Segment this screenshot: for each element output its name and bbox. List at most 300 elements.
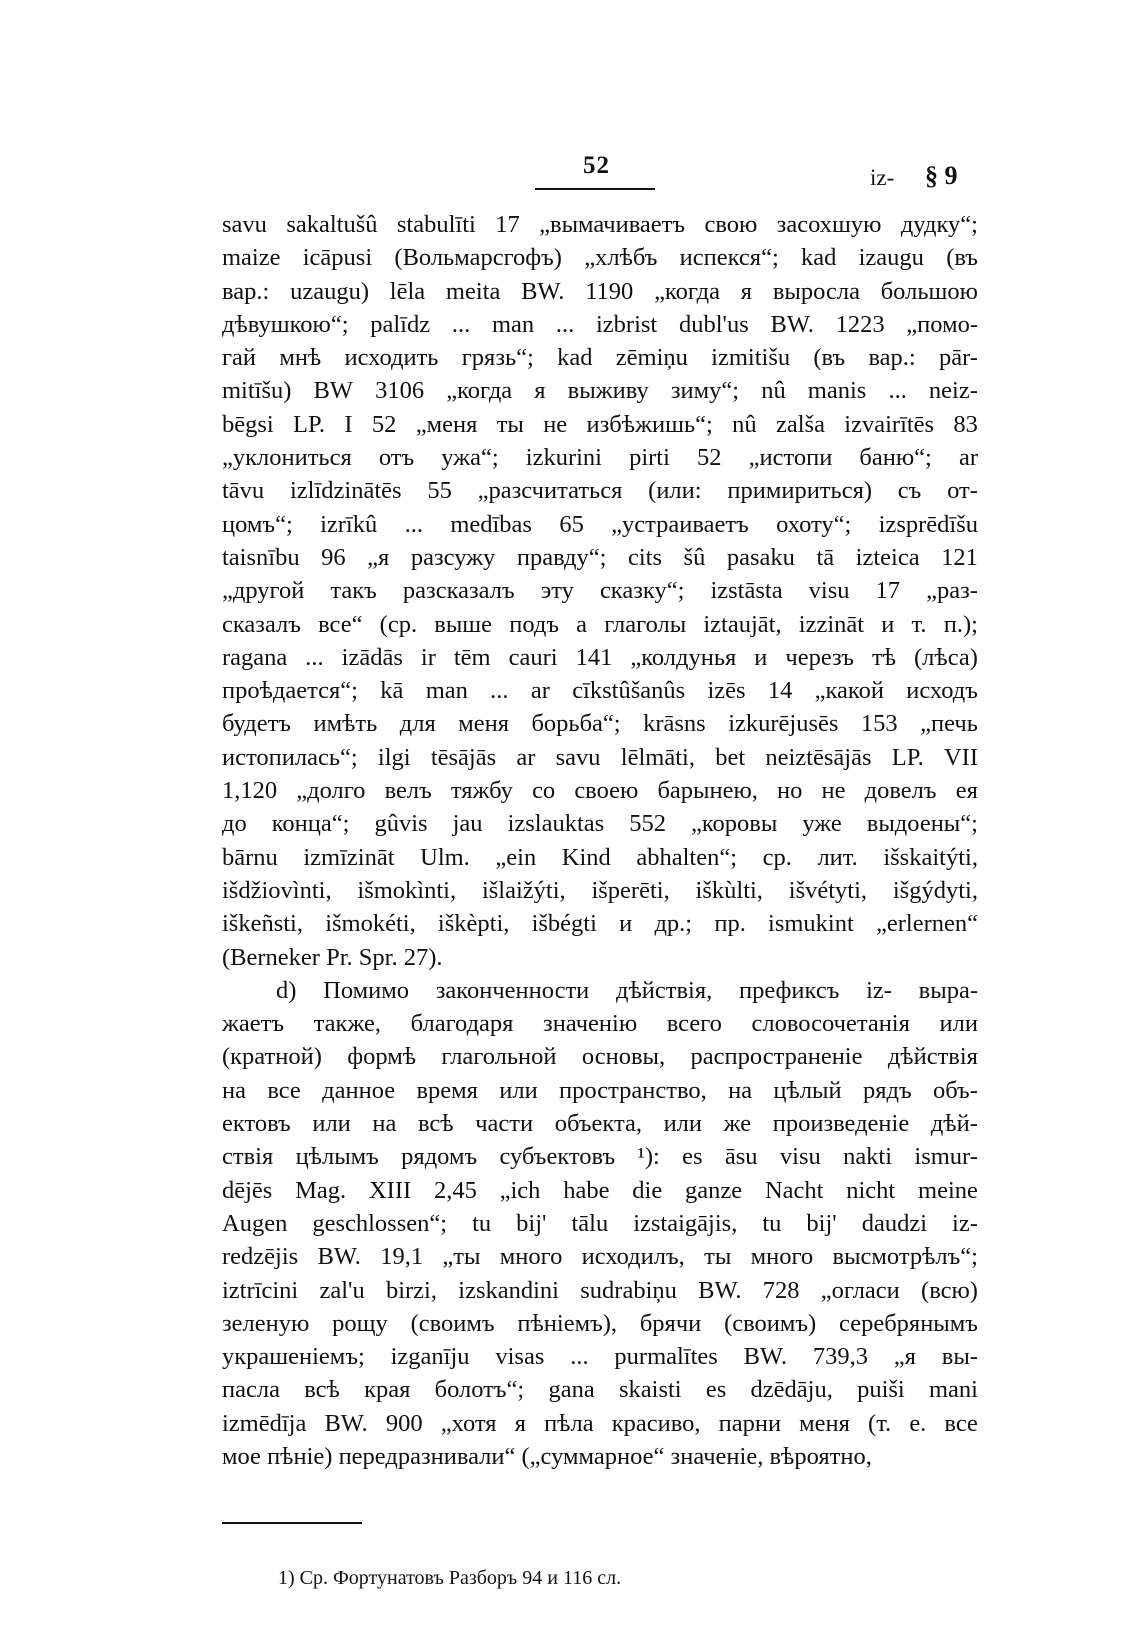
word: Mag. xyxy=(295,1176,347,1204)
word: др.; xyxy=(654,910,693,938)
word: LP. xyxy=(293,410,326,438)
word: е. xyxy=(909,1409,927,1437)
word: конца“; xyxy=(271,810,350,838)
word: nakti xyxy=(843,1143,893,1171)
word: XIII xyxy=(368,1176,412,1204)
word: ты xyxy=(704,1243,732,1271)
text-line xyxy=(222,208,978,241)
word: 17 xyxy=(875,577,901,605)
word: вар.: xyxy=(868,344,916,372)
section-mark: § 9 xyxy=(925,161,958,190)
word: savu xyxy=(222,211,267,238)
word: т. xyxy=(911,610,927,638)
word: izādās xyxy=(341,643,403,671)
text-line xyxy=(222,841,978,874)
word: izstāsta xyxy=(710,577,783,605)
word: передразнивали“ xyxy=(338,1442,522,1470)
text-line xyxy=(222,741,978,774)
word: lēla xyxy=(389,277,426,305)
text-line xyxy=(222,1174,978,1207)
word: (Berneker xyxy=(222,943,327,971)
word: большою xyxy=(880,277,978,305)
word: izmēdīja xyxy=(222,1409,307,1437)
word: (т. xyxy=(868,1409,892,1437)
text-line xyxy=(222,408,978,441)
word: 83 xyxy=(953,410,978,438)
word: 65 xyxy=(559,510,584,538)
word: sakaltušû xyxy=(286,211,378,238)
word: birzi, xyxy=(385,1276,437,1304)
word: tu xyxy=(472,1209,492,1237)
word: „я xyxy=(367,543,390,571)
word: „помо- xyxy=(906,310,978,338)
word: всѣ xyxy=(418,1110,454,1138)
word: основы, xyxy=(581,1043,666,1071)
word: цѣлымъ xyxy=(295,1143,379,1171)
word: stabulīti xyxy=(396,211,476,238)
word: izslauktas xyxy=(507,810,605,838)
word: dzēdāju, xyxy=(750,1376,833,1404)
word: подъ xyxy=(509,610,559,638)
word: izmitišu xyxy=(711,344,791,372)
text-line xyxy=(222,1107,978,1140)
word: значенію xyxy=(543,1010,638,1038)
word: cīkstûšanûs xyxy=(572,677,686,705)
word: края xyxy=(364,1376,411,1404)
text-line xyxy=(222,1140,978,1173)
word: баню“; xyxy=(859,444,932,472)
word: „хлѣбъ xyxy=(584,244,658,272)
word: выше xyxy=(434,610,493,638)
word: пѣніемъ), xyxy=(517,1309,618,1337)
word: 2,45 xyxy=(433,1176,477,1204)
word: пр. xyxy=(714,910,746,938)
word: дѣвушкою“; xyxy=(222,310,349,338)
word: примириться) xyxy=(727,477,872,505)
word: меня xyxy=(799,1409,850,1437)
word: от- xyxy=(947,477,978,505)
word: ilgi xyxy=(377,743,411,771)
word: neiz- xyxy=(928,377,978,405)
word: мое xyxy=(222,1442,268,1470)
word: „когда xyxy=(446,377,513,405)
running-head: iz- xyxy=(870,165,895,190)
word: izkurējusēs xyxy=(728,710,839,738)
word: сказалъ xyxy=(222,610,301,638)
text-line xyxy=(222,441,978,474)
text-line xyxy=(222,707,978,740)
word: visu xyxy=(779,1143,821,1171)
word: 552 xyxy=(629,810,666,838)
word: izvairītēs xyxy=(844,410,935,438)
word: избѣжишь“; xyxy=(586,410,713,438)
word: ср. xyxy=(762,843,792,871)
word: распространеніе xyxy=(690,1043,863,1071)
word: отъ xyxy=(378,444,415,472)
word: дудку“; xyxy=(900,211,978,238)
word: много xyxy=(499,1243,563,1271)
page-number-rule xyxy=(535,188,655,190)
word: 1,120 xyxy=(222,777,278,805)
word: мнѣ xyxy=(279,344,322,372)
word: уже xyxy=(802,810,842,838)
word: ar xyxy=(958,444,978,472)
word: или xyxy=(499,1076,538,1104)
word: izsprēdīšu xyxy=(878,510,978,538)
word: geschlossen“; xyxy=(312,1209,448,1237)
word: „другой xyxy=(222,577,305,605)
word: man xyxy=(425,677,468,705)
word: purmalītes xyxy=(614,1343,718,1371)
word: neiztēsājās xyxy=(765,743,872,771)
word: много xyxy=(750,1243,814,1271)
word: (или: xyxy=(648,477,702,505)
word: все xyxy=(944,1409,978,1437)
word: и xyxy=(881,610,895,638)
word: ismur- xyxy=(914,1143,978,1171)
word: ar xyxy=(530,677,550,705)
word: dubl'us xyxy=(678,310,749,338)
word: 27). xyxy=(403,943,443,971)
word: a xyxy=(576,610,588,638)
word: „разсчитаться xyxy=(477,477,623,505)
word: разсказалъ xyxy=(402,577,515,605)
word: sudrabiņu xyxy=(580,1276,677,1304)
word: ganze xyxy=(685,1176,743,1204)
word: „раз- xyxy=(926,577,978,605)
word: „erlernen“ xyxy=(876,910,978,938)
word: „ich xyxy=(499,1176,541,1204)
word: 739,3 xyxy=(812,1343,868,1371)
word: „колдунья xyxy=(630,643,737,671)
text-line xyxy=(222,275,978,308)
word: свою xyxy=(704,211,758,238)
word: išlaižýti, xyxy=(481,876,566,904)
text-line xyxy=(222,1340,978,1373)
word: izkurini xyxy=(525,444,602,472)
word: bij' xyxy=(806,1209,837,1237)
word: произведеніе xyxy=(772,1110,910,1138)
word: izskandini xyxy=(458,1276,559,1304)
word: всего xyxy=(666,1010,722,1038)
word: довелъ xyxy=(864,777,937,805)
word: habe xyxy=(563,1176,610,1204)
word: (въ xyxy=(946,244,978,272)
text-line xyxy=(222,674,978,707)
word: „вымачиваетъ xyxy=(539,211,686,238)
word: mitīšu) xyxy=(222,377,292,405)
word: разсужу xyxy=(410,543,496,571)
word: bēgsi xyxy=(222,410,274,438)
word: izmīzināt xyxy=(303,843,395,871)
word: „устраиваетъ xyxy=(611,510,749,538)
word: kad xyxy=(801,244,837,272)
text-line xyxy=(222,1440,978,1473)
word: 3106 xyxy=(375,377,425,405)
word: субъектовъ xyxy=(499,1143,616,1171)
word: tu xyxy=(762,1209,782,1237)
word: tēm xyxy=(453,643,491,671)
word: kā xyxy=(380,677,404,705)
word: Spr. xyxy=(358,943,404,971)
word: я xyxy=(534,377,546,405)
word: lēlmāti, xyxy=(620,743,695,771)
word: izēs xyxy=(707,677,746,705)
word: 121 xyxy=(941,543,978,571)
word: ... xyxy=(305,643,324,671)
word: ектовъ xyxy=(222,1110,291,1138)
word: izbrist xyxy=(596,310,658,338)
word: BW. xyxy=(317,1243,361,1271)
word: ... xyxy=(490,677,509,705)
word: вѣроятно, xyxy=(769,1442,872,1470)
text-line xyxy=(222,508,978,541)
word: iztrīcini xyxy=(222,1276,299,1304)
word: 14 xyxy=(767,677,793,705)
word: 52 xyxy=(697,444,722,472)
word: izrīkû xyxy=(320,510,378,538)
word: uzaugu) xyxy=(290,277,369,305)
text-line xyxy=(222,874,978,907)
word: высмотрѣлъ“; xyxy=(832,1243,978,1271)
word: исходилъ, xyxy=(581,1243,685,1271)
word: „хотя xyxy=(440,1409,497,1437)
word: („суммарное“ xyxy=(521,1442,671,1470)
word: зиму“; xyxy=(670,377,740,405)
word: izstaigājis, xyxy=(633,1209,738,1237)
word: на xyxy=(728,1076,753,1104)
word: išmokéti, xyxy=(325,910,416,938)
text-line xyxy=(222,1007,978,1040)
word: Kind xyxy=(561,843,611,871)
text-line xyxy=(222,241,978,274)
word: все“ xyxy=(318,610,363,638)
word: BW. xyxy=(698,1276,742,1304)
word: же xyxy=(723,1110,752,1138)
word: savu xyxy=(555,743,601,771)
word: ir xyxy=(420,643,436,671)
word: на xyxy=(372,1110,397,1138)
word: ismukint xyxy=(768,910,854,938)
word: будетъ xyxy=(222,710,291,738)
text-line xyxy=(222,1373,978,1406)
word: „огласи xyxy=(820,1276,900,1304)
word: „уклониться xyxy=(222,444,352,472)
word: украшеніемъ; xyxy=(222,1343,365,1371)
text-line xyxy=(222,374,978,407)
word: iztaujāt, xyxy=(703,610,782,638)
word: Nacht xyxy=(764,1176,824,1204)
word: ... xyxy=(888,377,907,405)
word: LP. xyxy=(891,743,924,771)
text-line xyxy=(222,641,978,674)
word: я xyxy=(740,277,753,305)
text-line xyxy=(222,474,978,507)
word: глаголы xyxy=(604,610,687,638)
word: рощу xyxy=(332,1309,388,1337)
word: tāvu xyxy=(222,477,265,505)
word: 728 xyxy=(762,1276,800,1304)
word: выдоены“; xyxy=(866,810,978,838)
word: также, xyxy=(313,1010,382,1038)
text-line xyxy=(222,541,978,574)
word: „ein xyxy=(495,843,537,871)
word: выра- xyxy=(918,976,978,1004)
word: izteica xyxy=(855,543,920,571)
word: законченности xyxy=(435,976,590,1004)
word: meine xyxy=(918,1176,978,1204)
word: mani xyxy=(929,1376,978,1404)
word: красиво, xyxy=(611,1409,701,1437)
word: ствія xyxy=(222,1143,274,1171)
text-line xyxy=(222,308,978,341)
word: 1190 xyxy=(585,277,634,305)
word: или xyxy=(939,1010,978,1038)
word: испекся“; xyxy=(679,244,779,272)
word: BW. xyxy=(324,1409,368,1437)
word: меня xyxy=(458,710,509,738)
word: болотъ“; xyxy=(434,1376,525,1404)
text-line xyxy=(222,1307,978,1340)
word: ... xyxy=(555,310,575,338)
word: сказку“; xyxy=(599,577,685,605)
word: имѣть xyxy=(313,710,378,738)
word: d) xyxy=(276,976,297,1004)
word: истопилась“; xyxy=(222,743,358,771)
word: ея xyxy=(955,777,978,805)
word: до xyxy=(222,810,247,838)
word: дѣйствія, xyxy=(616,976,713,1004)
word: объекта, xyxy=(554,1110,642,1138)
word: BW. xyxy=(521,277,565,305)
word: 52 xyxy=(371,410,397,438)
word: abhalten“; xyxy=(636,843,738,871)
word: части xyxy=(475,1110,534,1138)
word: или xyxy=(663,1110,703,1138)
word: išperēti, xyxy=(591,876,670,904)
word: išdžiovìnti, xyxy=(222,876,332,904)
word: рядомъ xyxy=(401,1143,478,1171)
word: „истопи xyxy=(748,444,833,472)
word: nû xyxy=(761,377,786,405)
word: значеніе, xyxy=(670,1442,770,1470)
word: или xyxy=(312,1110,351,1138)
word: дѣйствія xyxy=(887,1043,978,1071)
word: jau xyxy=(452,810,483,838)
word: bet xyxy=(715,743,746,771)
word: (Вольмарсгофъ) xyxy=(394,244,562,272)
word: kad xyxy=(557,344,593,372)
word: ужа“; xyxy=(441,444,499,472)
word: серебрянымъ xyxy=(839,1309,978,1337)
word: zēmiņu xyxy=(615,344,688,372)
text-line xyxy=(222,1207,978,1240)
word: данное xyxy=(322,1076,396,1104)
word: 17 xyxy=(495,211,520,238)
word: nicht xyxy=(846,1176,896,1204)
word: пѣніе) xyxy=(267,1442,339,1470)
word: „долго xyxy=(296,777,366,805)
word: ... xyxy=(570,1343,589,1371)
word: gûvis xyxy=(374,810,428,838)
word: объ- xyxy=(932,1076,978,1104)
word: es xyxy=(682,1143,703,1171)
text-line xyxy=(222,1407,978,1440)
word: ar xyxy=(516,743,536,771)
word: VII xyxy=(943,743,978,771)
word: благодаря xyxy=(410,1010,514,1038)
word: время xyxy=(416,1076,478,1104)
word: manis xyxy=(807,377,867,405)
word: ¹): xyxy=(637,1143,660,1171)
word: для xyxy=(399,710,436,738)
word: pār- xyxy=(939,344,978,372)
word: такъ xyxy=(330,577,377,605)
word: 55 xyxy=(427,477,452,505)
word: pasaku xyxy=(726,543,795,571)
word: izaugu xyxy=(858,244,924,272)
word: Pr. xyxy=(326,943,359,971)
word: ... xyxy=(404,510,423,538)
word: ragana xyxy=(222,643,288,671)
word: вар.: xyxy=(222,277,270,305)
word: исходить xyxy=(344,344,439,372)
word: тяжбу xyxy=(450,777,513,805)
word: выросла xyxy=(772,277,860,305)
word: лит. xyxy=(817,843,858,871)
word: išvétyti, xyxy=(788,876,868,904)
word: „коровы xyxy=(691,810,778,838)
word: дѣй- xyxy=(930,1110,978,1138)
word: цѣлый xyxy=(773,1076,842,1104)
word: грязь“; xyxy=(461,344,534,372)
word: жаетъ xyxy=(222,1010,285,1038)
word: taisnību xyxy=(222,543,300,571)
word: BW. xyxy=(770,310,814,338)
word: iz- xyxy=(952,1209,978,1237)
word: maize xyxy=(222,244,281,272)
word: izganīju xyxy=(390,1343,470,1371)
word: съ xyxy=(897,477,922,505)
word: все xyxy=(267,1076,301,1104)
word: парни xyxy=(718,1409,782,1437)
word: со xyxy=(532,777,556,805)
word: вы- xyxy=(941,1343,978,1371)
word: puiši xyxy=(857,1376,905,1404)
word: 900 xyxy=(385,1409,423,1437)
word: tā xyxy=(816,543,835,571)
word: велъ xyxy=(384,777,432,805)
footnote: 1) Ср. Фортунатовъ Разборъ 94 и 116 сл. xyxy=(278,1567,622,1589)
word: эту xyxy=(540,577,574,605)
word: visu xyxy=(808,577,850,605)
word: ты xyxy=(496,410,524,438)
word: но xyxy=(777,777,803,805)
word: icāpusi xyxy=(302,244,373,272)
word: izlīdzinātēs xyxy=(289,477,402,505)
word: п.); xyxy=(943,610,978,638)
word: visas xyxy=(495,1343,545,1371)
word: palīdz xyxy=(370,310,431,338)
word: dējēs xyxy=(222,1176,273,1204)
word: пѣла xyxy=(544,1409,594,1437)
word: (своимъ xyxy=(410,1309,495,1337)
word: BW. xyxy=(743,1343,787,1371)
word: zal'u xyxy=(319,1276,365,1304)
word: 96 xyxy=(321,543,346,571)
word: 1223 xyxy=(835,310,885,338)
word: зеленую xyxy=(222,1309,310,1337)
